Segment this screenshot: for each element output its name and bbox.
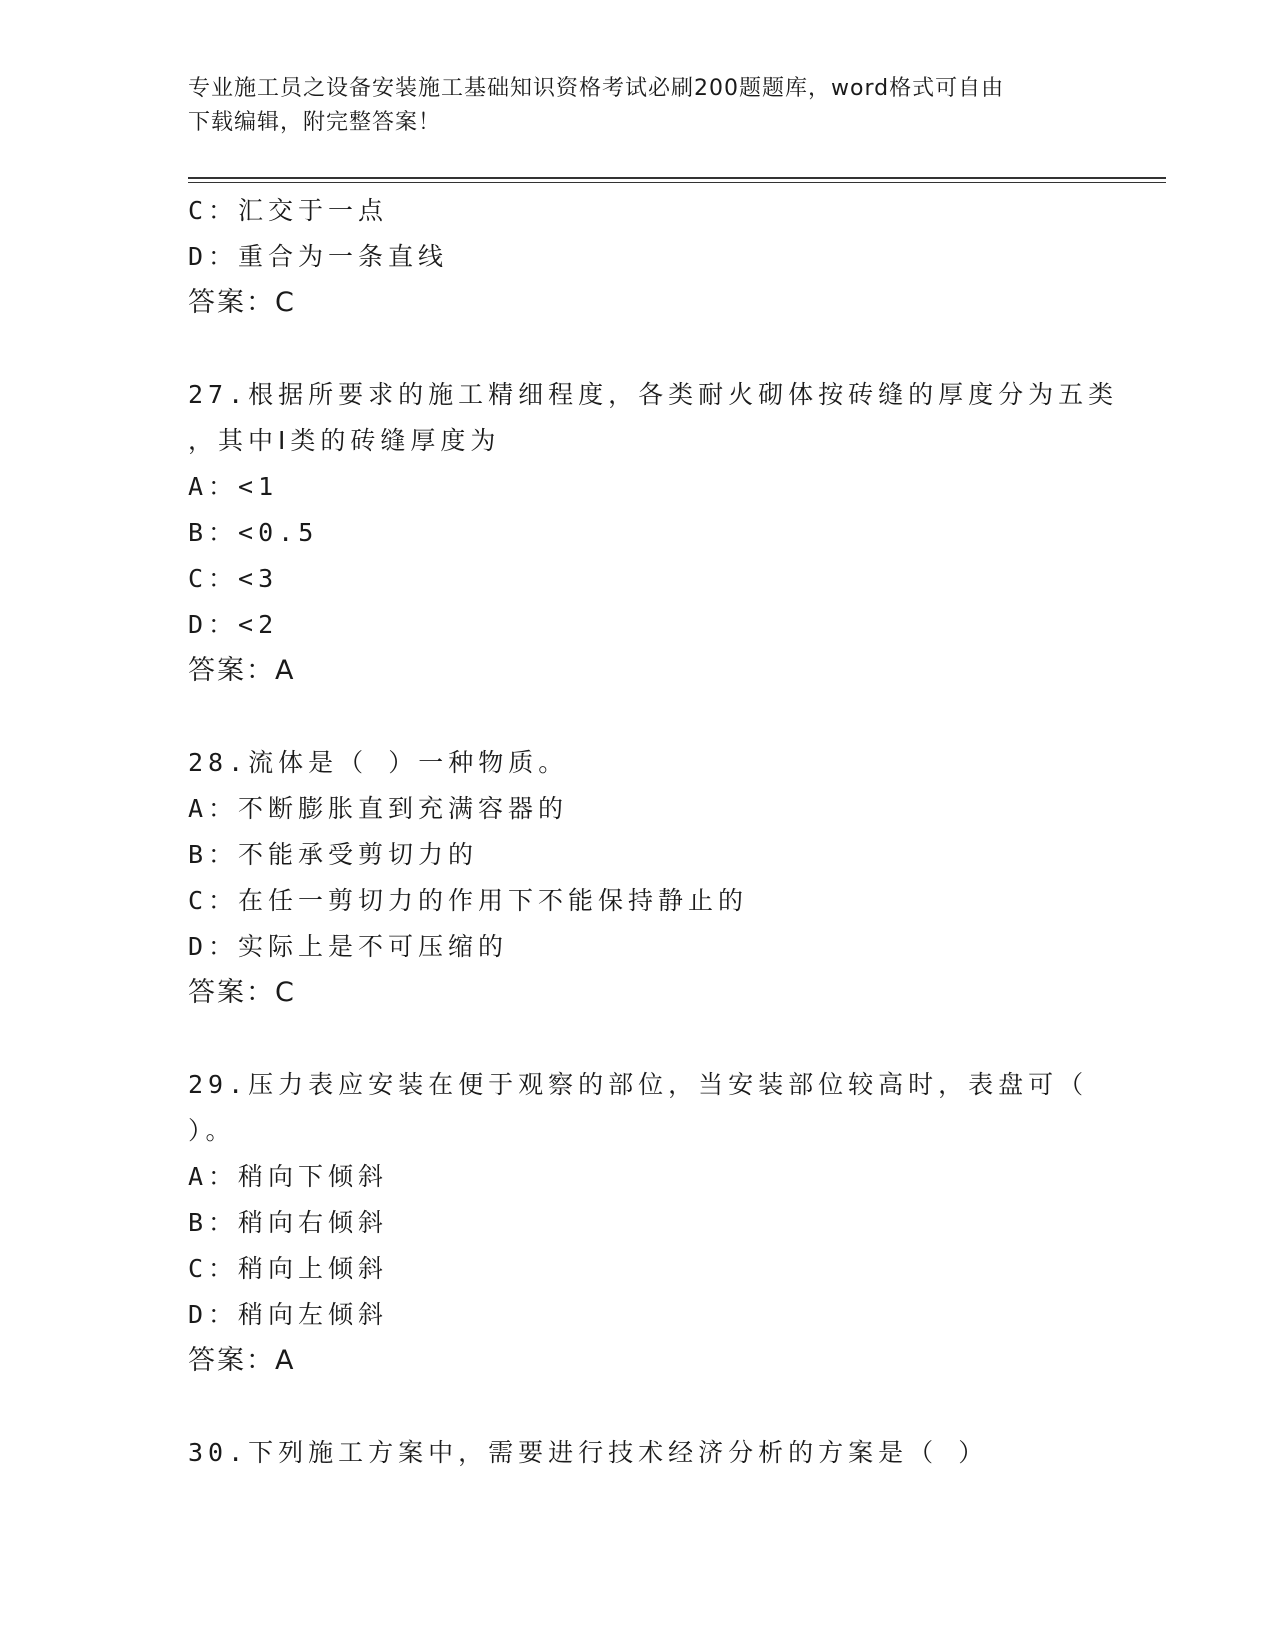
option-d: D：<2 [188, 610, 279, 639]
question-stem: 27.根据所要求的施工精细程度，各类耐火砌体按砖缝的厚度分为五类 [188, 380, 1119, 409]
answer: 答案：C [188, 287, 296, 318]
option-a: A：<1 [188, 472, 279, 501]
question-stem: 28.流体是（ ）一种物质。 [188, 748, 569, 777]
question-stem: 30.下列施工方案中，需要进行技术经济分析的方案是（ ） [188, 1438, 989, 1467]
option-a: A：稍向下倾斜 [188, 1162, 389, 1191]
header-line-1: 专业施工员之设备安装施工基础知识资格考试必刷200题题库，word格式可自由 [188, 76, 1005, 101]
document-header [188, 72, 1068, 140]
question-27 [188, 372, 1148, 694]
option-d: D：实际上是不可压缩的 [188, 932, 509, 961]
question-stem: 29.压力表应安装在便于观察的部位，当安装部位较高时，表盘可（ [188, 1070, 1089, 1099]
answer: 答案：A [188, 1345, 296, 1376]
option-d: D：稍向左倾斜 [188, 1300, 389, 1329]
question-stem-continued: ）。 [188, 1116, 236, 1145]
option-d: D：重合为一条直线 [188, 242, 449, 271]
question-stem-continued: ，其中Ⅰ类的砖缝厚度为 [188, 426, 501, 455]
option-c: C：<3 [188, 564, 279, 593]
option-b: B：<0.5 [188, 518, 319, 547]
header-divider [188, 177, 1166, 179]
option-c: C：在任一剪切力的作用下不能保持静止的 [188, 886, 749, 915]
header-line-2: 下载编辑，附完整答案！ [188, 110, 442, 135]
question-28 [188, 740, 1148, 1016]
answer: 答案：A [188, 655, 296, 686]
question-29 [188, 1062, 1148, 1384]
option-b: B：不能承受剪切力的 [188, 840, 479, 869]
option-a: A：不断膨胀直到充满容器的 [188, 794, 569, 823]
question-30 [188, 1430, 1148, 1476]
question-26-tail [188, 188, 1148, 326]
question-list [188, 188, 1148, 1476]
header-divider-thin [188, 182, 1166, 183]
option-c: C：汇交于一点 [188, 196, 389, 225]
answer: 答案：C [188, 977, 296, 1008]
option-b: B：稍向右倾斜 [188, 1208, 389, 1237]
option-c: C：稍向上倾斜 [188, 1254, 389, 1283]
